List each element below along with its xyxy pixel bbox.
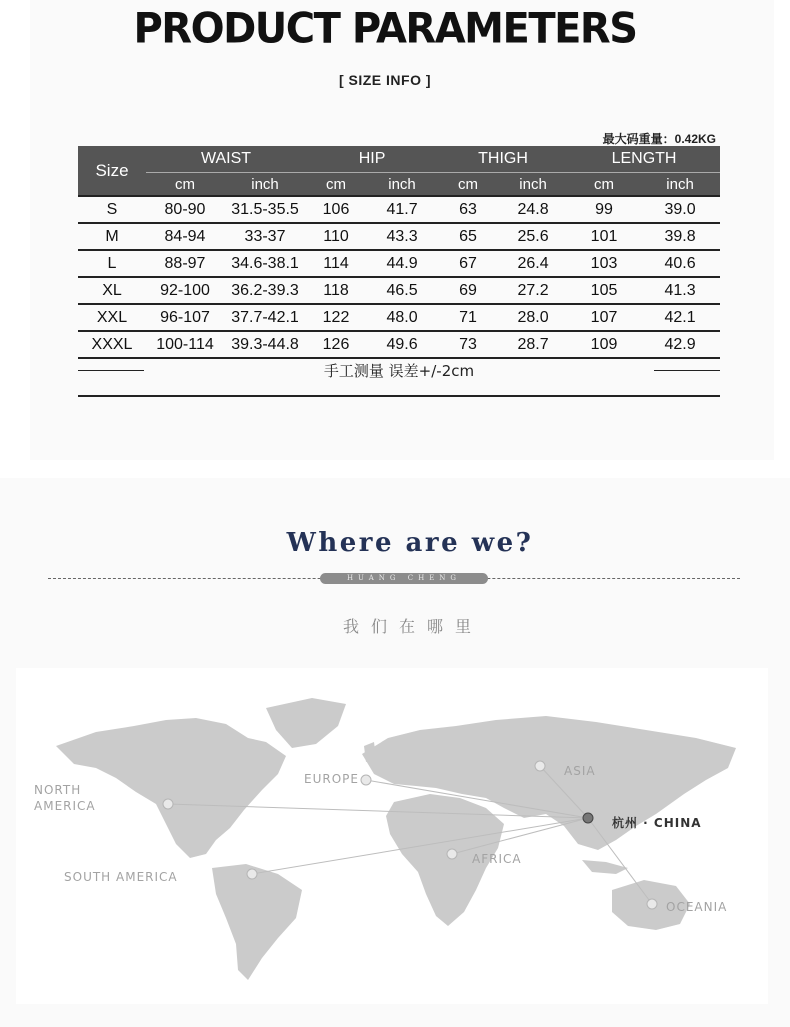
table-cell: 69	[438, 277, 498, 304]
table-row	[78, 331, 720, 358]
table-cell: 114	[306, 250, 366, 277]
unit-header: cm	[306, 173, 366, 197]
location-subtitle: 我们在哪里	[342, 617, 483, 636]
table-cell: 110	[306, 223, 366, 250]
size-cell: XL	[78, 277, 146, 304]
table-cell: 46.5	[366, 277, 438, 304]
unit-header: inch	[366, 173, 438, 197]
table-cell: 118	[306, 277, 366, 304]
map-label-asia: ASIA	[564, 764, 596, 778]
table-cell: 100-114	[146, 331, 224, 358]
table-cell: 28.0	[498, 304, 568, 331]
table-cell: 24.8	[498, 196, 568, 223]
table-row	[78, 223, 720, 250]
table-cell: 101	[568, 223, 640, 250]
table-cell: 92-100	[146, 277, 224, 304]
map-label-south-america: SOUTH AMERICA	[64, 870, 178, 884]
size-cell: M	[78, 223, 146, 250]
table-cell: 41.3	[640, 277, 720, 304]
table-cell: 126	[306, 331, 366, 358]
hip-header: HIP	[306, 146, 438, 173]
table-row	[78, 304, 720, 331]
page-title: PRODUCT PARAMETERS	[133, 4, 637, 54]
unit-header: inch	[224, 173, 306, 197]
table-cell: 65	[438, 223, 498, 250]
world-map-icon	[16, 668, 768, 1004]
table-cell: 40.6	[640, 250, 720, 277]
size-table	[78, 146, 720, 359]
brand-pill: HUANG CHENG	[320, 573, 488, 584]
table-cell: 63	[438, 196, 498, 223]
table-cell: 28.7	[498, 331, 568, 358]
size-cell: S	[78, 196, 146, 223]
table-cell: 27.2	[498, 277, 568, 304]
table-cell: 39.0	[640, 196, 720, 223]
table-cell: 88-97	[146, 250, 224, 277]
unit-header: inch	[640, 173, 720, 197]
map-label-china: 杭州 · CHINA	[612, 816, 702, 830]
divider	[654, 370, 720, 371]
table-cell: 48.0	[366, 304, 438, 331]
table-cell: 80-90	[146, 196, 224, 223]
location-title: Where are we?	[286, 528, 534, 558]
greenland-shape	[266, 698, 346, 748]
table-cell: 39.8	[640, 223, 720, 250]
unit-header: inch	[498, 173, 568, 197]
size-cell: XXL	[78, 304, 146, 331]
table-cell: 67	[438, 250, 498, 277]
table-cell: 41.7	[366, 196, 438, 223]
table-cell: 71	[438, 304, 498, 331]
table-cell: 34.6-38.1	[224, 250, 306, 277]
table-cell: 96-107	[146, 304, 224, 331]
waist-header: WAIST	[146, 146, 306, 173]
unit-header: cm	[438, 173, 498, 197]
table-row	[78, 250, 720, 277]
table-cell: 33-37	[224, 223, 306, 250]
table-cell: 37.7-42.1	[224, 304, 306, 331]
max-weight-note: 最大码重量：0.42KG	[602, 132, 716, 146]
map-label-europe: EUROPE	[304, 772, 359, 786]
table-cell: 122	[306, 304, 366, 331]
table-cell: 107	[568, 304, 640, 331]
map-label-north-america: NORTH AMERICA	[34, 783, 96, 813]
measurement-note	[78, 356, 720, 386]
map-label-oceania: OCEANIA	[666, 900, 728, 914]
table-cell: 49.6	[366, 331, 438, 358]
table-cell: 99	[568, 196, 640, 223]
table-cell: 109	[568, 331, 640, 358]
table-cell: 103	[568, 250, 640, 277]
table-cell: 43.3	[366, 223, 438, 250]
table-row	[78, 277, 720, 304]
map-label-africa: AFRICA	[472, 852, 522, 866]
size-info-subtitle: [ SIZE INFO ]	[338, 72, 432, 88]
size-cell: XXXL	[78, 331, 146, 358]
size-cell: L	[78, 250, 146, 277]
south-america-shape	[212, 864, 302, 980]
table-cell: 73	[438, 331, 498, 358]
table-cell: 105	[568, 277, 640, 304]
table-cell: 26.4	[498, 250, 568, 277]
measurement-note-text: 手工测量 误差+/-2cm	[323, 362, 475, 380]
divider	[78, 395, 720, 397]
size-column-header: Size	[78, 146, 146, 196]
table-cell: 44.9	[366, 250, 438, 277]
length-header: LENGTH	[568, 146, 720, 173]
table-cell: 42.1	[640, 304, 720, 331]
world-map	[16, 668, 768, 1004]
table-cell: 106	[306, 196, 366, 223]
thigh-header: THIGH	[438, 146, 568, 173]
unit-header: cm	[146, 173, 224, 197]
table-row	[78, 196, 720, 223]
unit-header: cm	[568, 173, 640, 197]
table-cell: 36.2-39.3	[224, 277, 306, 304]
table-cell: 25.6	[498, 223, 568, 250]
table-cell: 84-94	[146, 223, 224, 250]
table-cell: 42.9	[640, 331, 720, 358]
table-cell: 31.5-35.5	[224, 196, 306, 223]
table-cell: 39.3-44.8	[224, 331, 306, 358]
